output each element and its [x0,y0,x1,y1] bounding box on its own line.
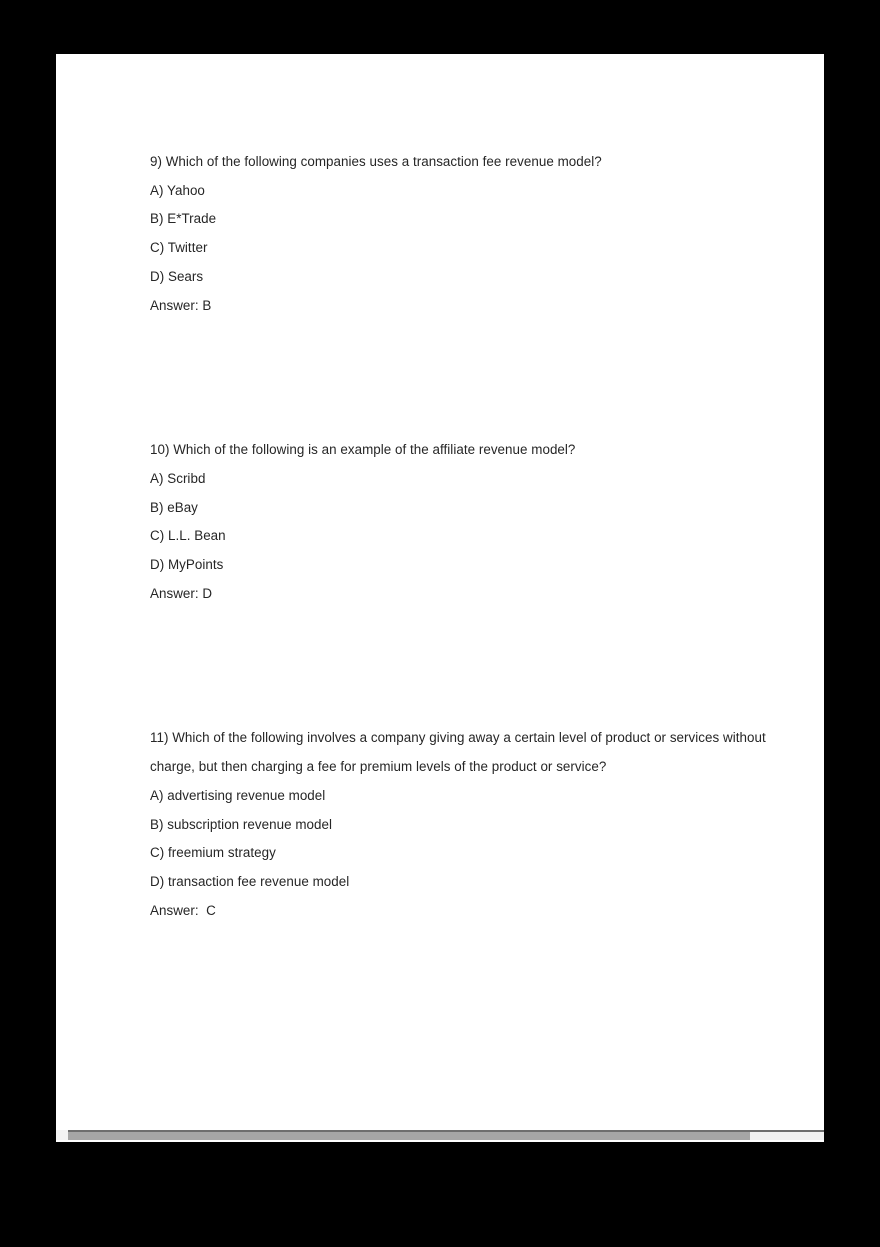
question-stem: 10) Which of the following is an example of the affiliate revenue model? [150,442,576,458]
answer-option: D) Sears [150,268,204,284]
answer-option: A) advertising revenue model [150,787,326,803]
scrollbar-thumb[interactable] [68,1130,750,1140]
answer-option: A) Yahoo [150,182,205,198]
answer-key: Answer: D [150,585,213,601]
scrollbar-left-arrow-icon[interactable] [56,1130,68,1140]
horizontal-scrollbar[interactable] [56,1128,824,1142]
question-stem: 11) Which of the following involves a company giving away a certain level of product or services without charge, but then charging a fee for premium levels of the product or service? [150,730,766,775]
answer-key: Answer: B [150,297,212,313]
answer-option: B) eBay [150,499,198,515]
answer-option: C) freemium strategy [150,845,276,861]
answer-option: B) E*Trade [150,211,217,227]
answer-option: B) subscription revenue model [150,816,333,832]
document-text-body [150,148,800,925]
answer-option: C) Twitter [150,240,208,256]
scrollbar-trailing-artifact [752,1128,824,1142]
question-stem: 9) Which of the following companies uses a transaction fee revenue model? [150,154,602,169]
answer-option: A) Scribd [150,470,206,486]
question-block [150,148,800,320]
answer-key: Answer: C [150,902,216,918]
document-page [56,54,824,1130]
question-block [150,436,800,608]
answer-option: C) L.L. Bean [150,528,226,544]
answer-option: D) transaction fee revenue model [150,873,350,889]
question-block [150,724,800,925]
answer-option: D) MyPoints [150,557,224,573]
